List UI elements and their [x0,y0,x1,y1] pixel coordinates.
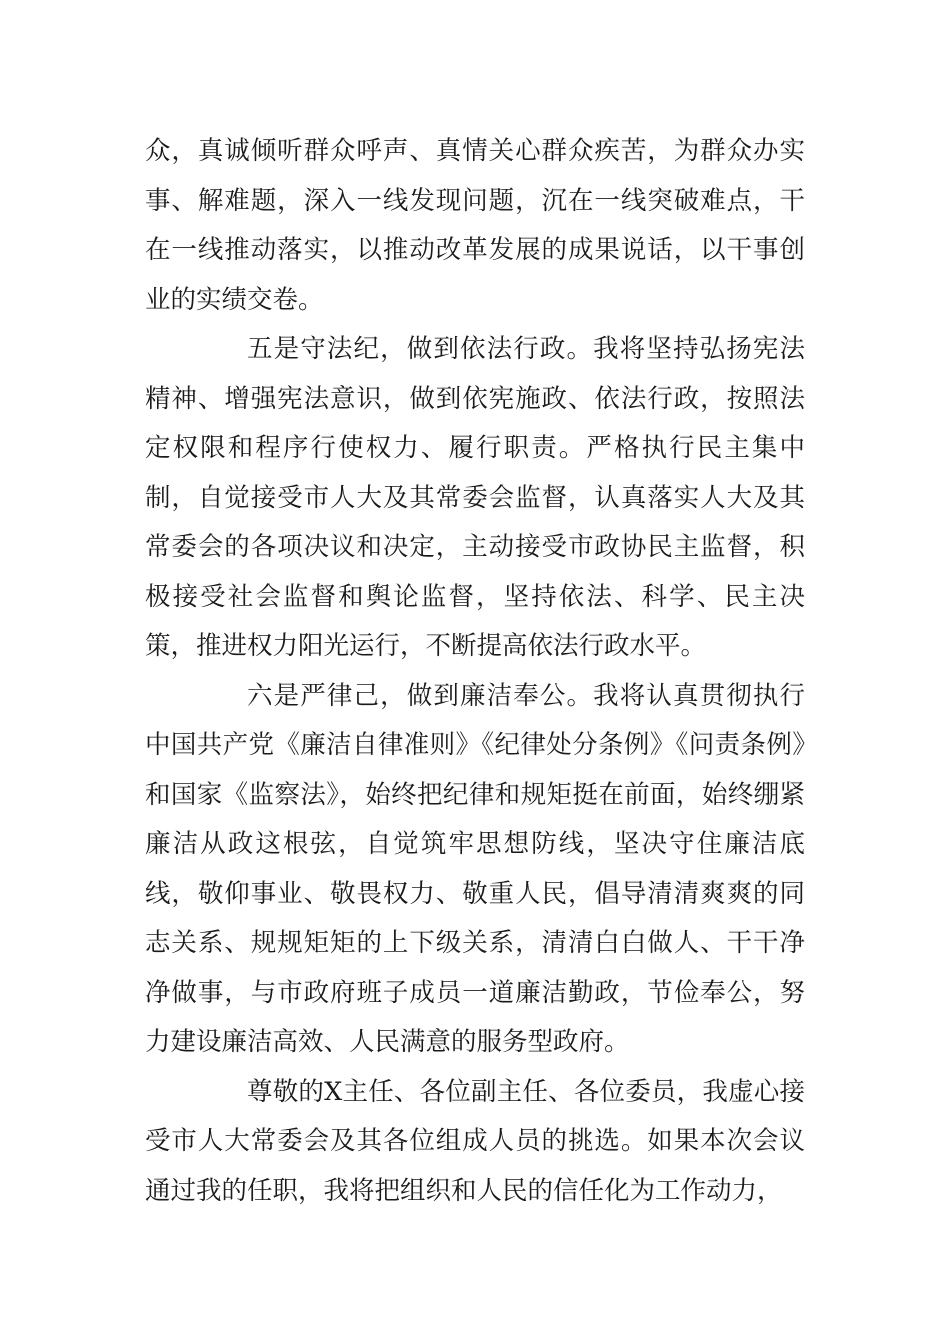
document-body [145,127,805,1216]
paragraph-point-five: 五是守法纪，做到依法行政。我将坚持弘扬宪法精神、增强宪法意识，做到依宪施政、依法行政，按照法定权限和程序行使权力、履行职责。严格执行民主集中制，自觉接受市人大及其常委会监督，认真落实人大及其常委会的各项决议和决定，主动接受市政协民主监督，积极接受社会监督和舆论监督，坚持依法、科学、民主决策，推进权力阳光运行，不断提高依法行政水平。 [145,334,805,661]
paragraph-closing: 尊敬的X主任、各位副主任、各位委员，我虚心接受市人大常委会及其各位组成人员的挑选。如果本次会议通过我的任职，我将把组织和人民的信任化为工作动力， [145,1076,805,1206]
paragraph-point-six: 六是严律己，做到廉洁奉公。我将认真贯彻执行中国共产党《廉洁自律准则》《纪律处分条例》《问责条例》和国家《监察法》，始终把纪律和规矩挺在前面，始终绷紧廉洁从政这根弦，自觉筑牢思想防线，坚决守住廉洁底线，敬仰事业、敬畏权力、敬重人民，倡导清清爽爽的同志关系、规规矩矩的上下级关系，清清白白做人、干干净净做事，与市政府班子成员一道廉洁勤政，节俭奉公，努力建设廉洁高效、人民满意的服务型政府。 [145,680,805,1057]
paragraph-continuation: 众，真诚倾听群众呼声、真情关心群众疾苦，为群众办实事、解难题，深入一线发现问题，沉在一线突破难点，干在一线推动落实，以推动改革发展的成果说话，以干事创业的实绩交卷。 [145,136,805,315]
